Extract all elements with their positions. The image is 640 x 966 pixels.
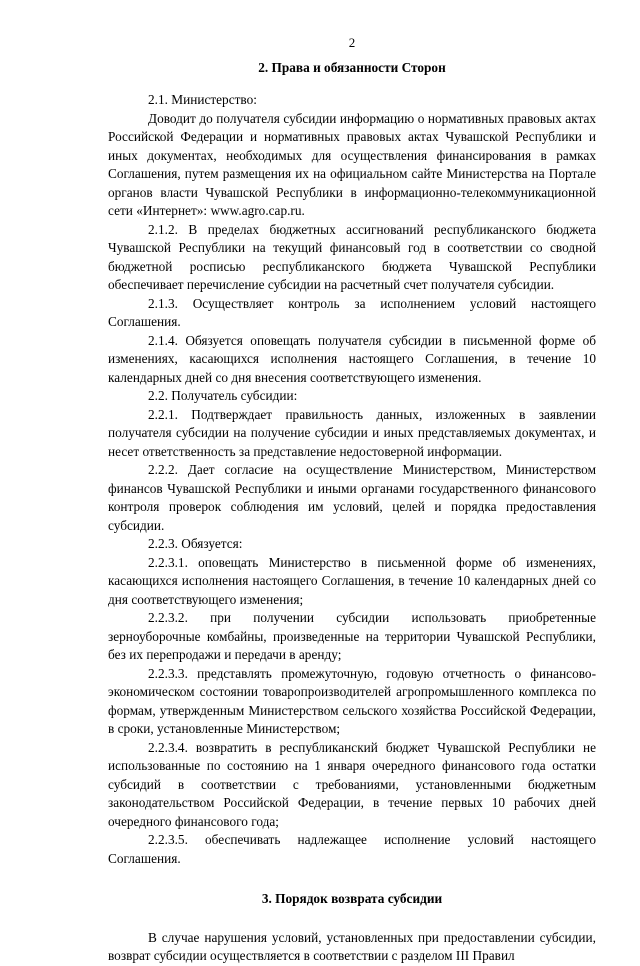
paragraph-2-2: 2.2. Получатель субсидии: — [148, 388, 298, 403]
paragraph-2-1-1: Доводит до получателя субсидии информацию о нормативных правовых актах Российской Федерации и нормативных правовых актах Чувашской Республики и иных документах, необходимых для осуществления финансирования в рамках Соглашения, путем размещения их на официальном сайте Министерства на Портале органов власти Чувашской Республики в информационно-телекоммуникационной сети «Интернет»: www.agro.cap.ru. — [108, 110, 596, 218]
paragraph-2-1-4: 2.1.4. Обязуется оповещать получателя субсидии в письменной форме об изменениях, касающихся исполнения настоящего Соглашения, в течение 10 календарных дней со дня внесения соответствующего изменения. — [108, 332, 596, 385]
paragraph-3-1: В случае нарушения условий, установленных при предоставлении субсидии, возврат субсидии осуществляется в соответствии с разделом III Правил — [108, 929, 596, 963]
section-3-body — [108, 929, 596, 966]
paragraph-2-2-2: 2.2.2. Дает согласие на осуществление Министерством, Министерством финансов Чувашской Республики и иными органами государственного финансового контроля проверок соблюдения им условий, целей и порядка предоставления субсидии. — [108, 462, 596, 533]
paragraph-2-2-3: 2.2.3. Обязуется: — [148, 536, 243, 551]
paragraph-2-2-3-4: 2.2.3.4. возвратить в республиканский бюджет Чувашской Республики не использованные по состоянию на 1 января очередного финансового года остатки субсидий в соответствии с требованиями, установленными бюджетным законодательством Российской Федерации, в течение первых 10 рабочих дней очередного финансового года; — [108, 739, 596, 829]
paragraph-2-2-3-3: 2.2.3.3. представлять промежуточную, годовую отчетность о финансово-экономическом состоянии товаропроизводителей агропромышленного комплекса по формам, утвержденным Министерством сельского хозяйства Российской Федерации, в сроки, установленные Министерством; — [108, 665, 596, 736]
page-number: 2 — [348, 35, 356, 50]
paragraph-2-2-3-1: 2.2.3.1. оповещать Министерство в письменной форме об изменениях, касающихся исполнения настоящего Соглашения, в течение 10 календарных дней со дня соответствующего изменения; — [108, 554, 596, 607]
section-2-title: 2. Права и обязанности Сторон — [258, 59, 446, 75]
section-2-body — [108, 91, 596, 868]
paragraph-2-1-2: 2.1.2. В пределах бюджетных ассигнований республиканского бюджета Чувашской Республики на текущий финансовый год в соответствии со сводной бюджетной росписью республиканского бюджета Чувашской Республики обеспечивает перечисление субсидии на расчетный счет получателя субсидии. — [108, 221, 596, 292]
paragraph-2-2-3-2: 2.2.3.2. при получении субсидии использовать приобретенные зерноуборочные комбайны, произведенные на территории Чувашской Республики, без их перепродажи и передачи в аренду; — [108, 610, 596, 662]
paragraph-2-1: 2.1. Министерство: — [148, 92, 257, 107]
section-3-title: 3. Порядок возврата субсидии — [261, 891, 443, 906]
paragraph-2-2-3-5: 2.2.3.5. обеспечивать надлежащее исполнение условий настоящего Соглашения. — [108, 832, 596, 866]
document-page — [108, 34, 596, 966]
paragraph-2-1-3: 2.1.3. Осуществляет контроль за исполнением условий настоящего Соглашения. — [108, 295, 596, 329]
paragraph-2-2-1: 2.2.1. Подтверждает правильность данных, изложенных в заявлении получателя субсидии на получение субсидии и иных представляемых документах, и несет ответственность за представление недостоверной информации. — [108, 406, 596, 459]
